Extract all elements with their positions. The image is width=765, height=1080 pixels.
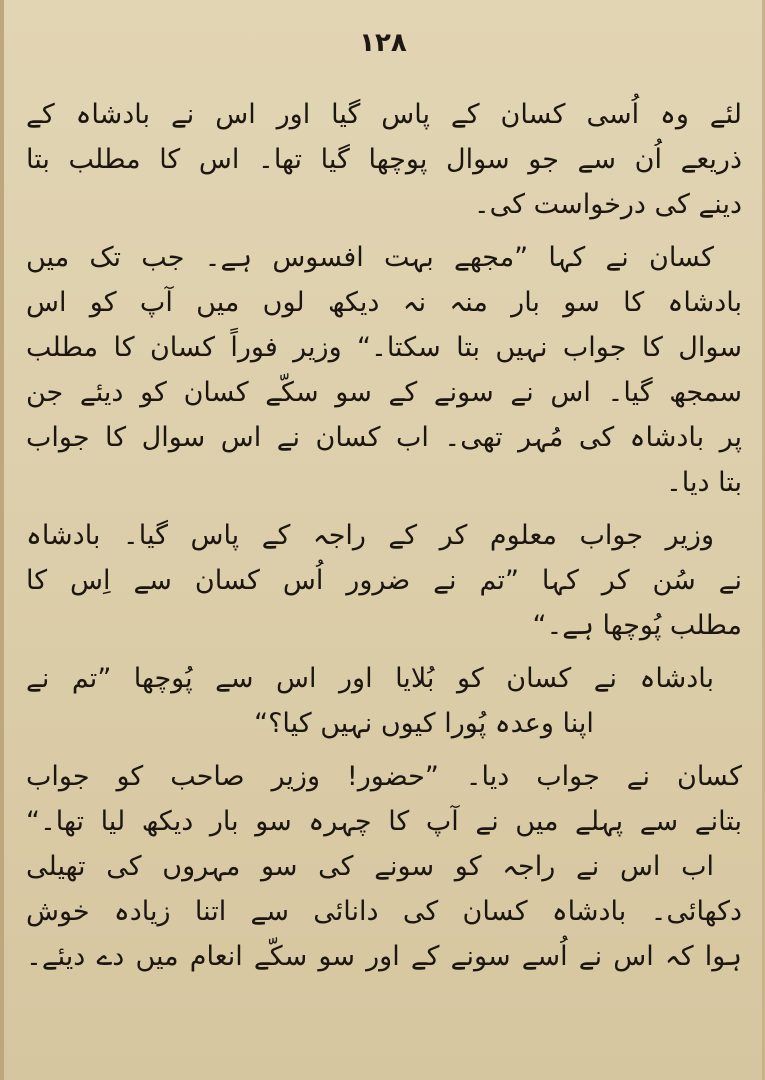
paragraph	[26, 513, 742, 648]
text-line: ہوا کہ اس نے اُسے سونے کے اور سو سکّے انعام میں دے دیئے۔	[26, 941, 742, 972]
text-line: اپنا وعدہ پُورا کیوں نہیں کیا؟“	[254, 708, 594, 739]
text-line: بادشاہ کا سو بار منہ نہ دیکھ لوں میں آپ کو اس	[26, 287, 742, 318]
text-line: سوال کا جواب نہیں بتا سکتا۔“ وزیر فوراً کسان کا مطلب	[26, 332, 742, 363]
text-line: بتانے سے پہلے میں نے آپ کا چہرہ سو بار دیکھ لیا تھا۔“	[26, 806, 742, 837]
text-line: دینے کی درخواست کی۔	[473, 189, 742, 220]
page-text	[26, 92, 742, 987]
text-line: دکھائی۔ بادشاہ کسان کی دانائی سے اتنا زیادہ خوش	[26, 896, 742, 927]
paragraph	[26, 92, 742, 227]
text-line: لئے وہ اُسی کسان کے پاس گیا اور اس نے بادشاہ کے	[26, 99, 742, 130]
page-number: ۱۲۸	[359, 28, 407, 58]
text-line: پر بادشاہ کی مُہر تھی۔ اب کسان نے اس سوال کا جواب	[26, 422, 742, 453]
paragraph	[26, 656, 742, 746]
text-line: مطلب پُوچھا ہے۔“	[532, 610, 742, 641]
text-line: وزیر جواب معلوم کر کے راجہ کے پاس گیا۔ بادشاہ	[26, 520, 714, 551]
text-line: اب اس نے راجہ کو سونے کی سو مہروں کی تھیلی	[26, 851, 714, 882]
text-line: بتا دیا۔	[665, 467, 742, 498]
paragraph	[26, 754, 742, 979]
text-line: کسان نے کہا ”مجھے بہت افسوس ہے۔ جب تک میں	[26, 242, 714, 273]
text-line: ذریعے اُن سے جو سوال پوچھا گیا تھا۔ اس کا مطلب بتا	[26, 144, 742, 175]
text-line: بادشاہ نے کسان کو بُلایا اور اس سے پُوچھا ”تم نے	[26, 663, 714, 694]
text-line: سمجھ گیا۔ اس نے سونے کے سو سکّے کسان کو دیئے جن	[26, 377, 742, 408]
text-line: نے سُن کر کہا ”تم نے ضرور اُس کسان سے اِس کا	[26, 565, 742, 596]
paragraph	[26, 235, 742, 505]
text-line: کسان نے جواب دیا۔ ”حضور! وزیر صاحب کو جواب	[26, 761, 742, 792]
